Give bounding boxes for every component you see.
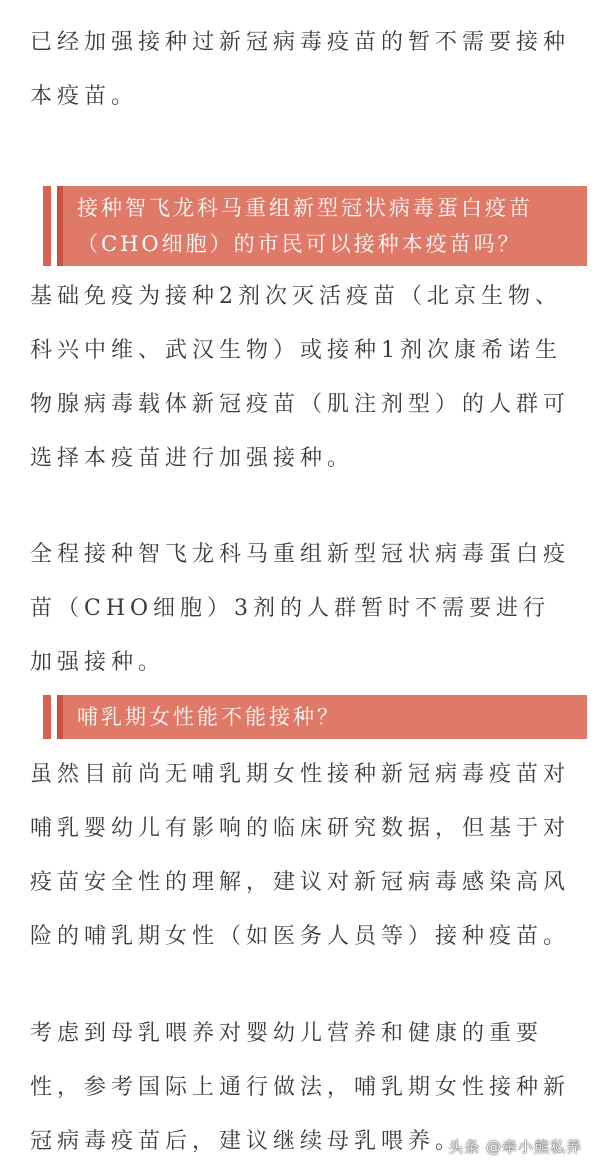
section-header-title: 哺乳期女性能不能接种？ [77, 705, 341, 729]
section-header-breastfeeding [57, 695, 587, 739]
paragraph-breastfeeding-data: 虽然目前尚无哺乳期女性接种新冠病毒疫苗对哺乳婴幼儿有影响的临床研究数据，但基于对疫苗安全性的理解，建议对新冠病毒感染高风险的哺乳期女性（如医务人员等）接种疫苗。 [30, 762, 571, 949]
header-accent-bar [43, 695, 51, 739]
paragraph-basic-immunization: 基础免疫为接种2剂次灭活疫苗（北京生物、科兴中维、武汉生物）或接种1剂次康希诺生物腺病毒载体新冠疫苗（肌注剂型）的人群可选择本疫苗进行加强接种。 [30, 284, 571, 471]
header-accent-bar [43, 186, 51, 266]
paragraph-existing-booster: 已经加强接种过新冠病毒疫苗的暂不需要接种本疫苗。 [30, 30, 571, 109]
paragraph-continue-breastfeeding: 考虑到母乳喂养对婴幼儿营养和健康的重要性，参考国际上通行做法，哺乳期女性接种新冠病毒疫苗后，建议继续母乳喂养。 [30, 1021, 571, 1154]
section-header-zhifei-recipients [57, 186, 587, 266]
section-header-title: 接种智飞龙科马重组新型冠状病毒蛋白疫苗（CHO细胞）的市民可以接种本疫苗吗？ [77, 196, 533, 256]
paragraph-full-course-zhifei: 全程接种智飞龙科马重组新型冠状病毒蛋白疫苗（CHO细胞）3剂的人群暂时不需要进行加强接种。 [30, 542, 571, 675]
watermark: 头条 @牵小熊私养 [448, 1138, 582, 1156]
